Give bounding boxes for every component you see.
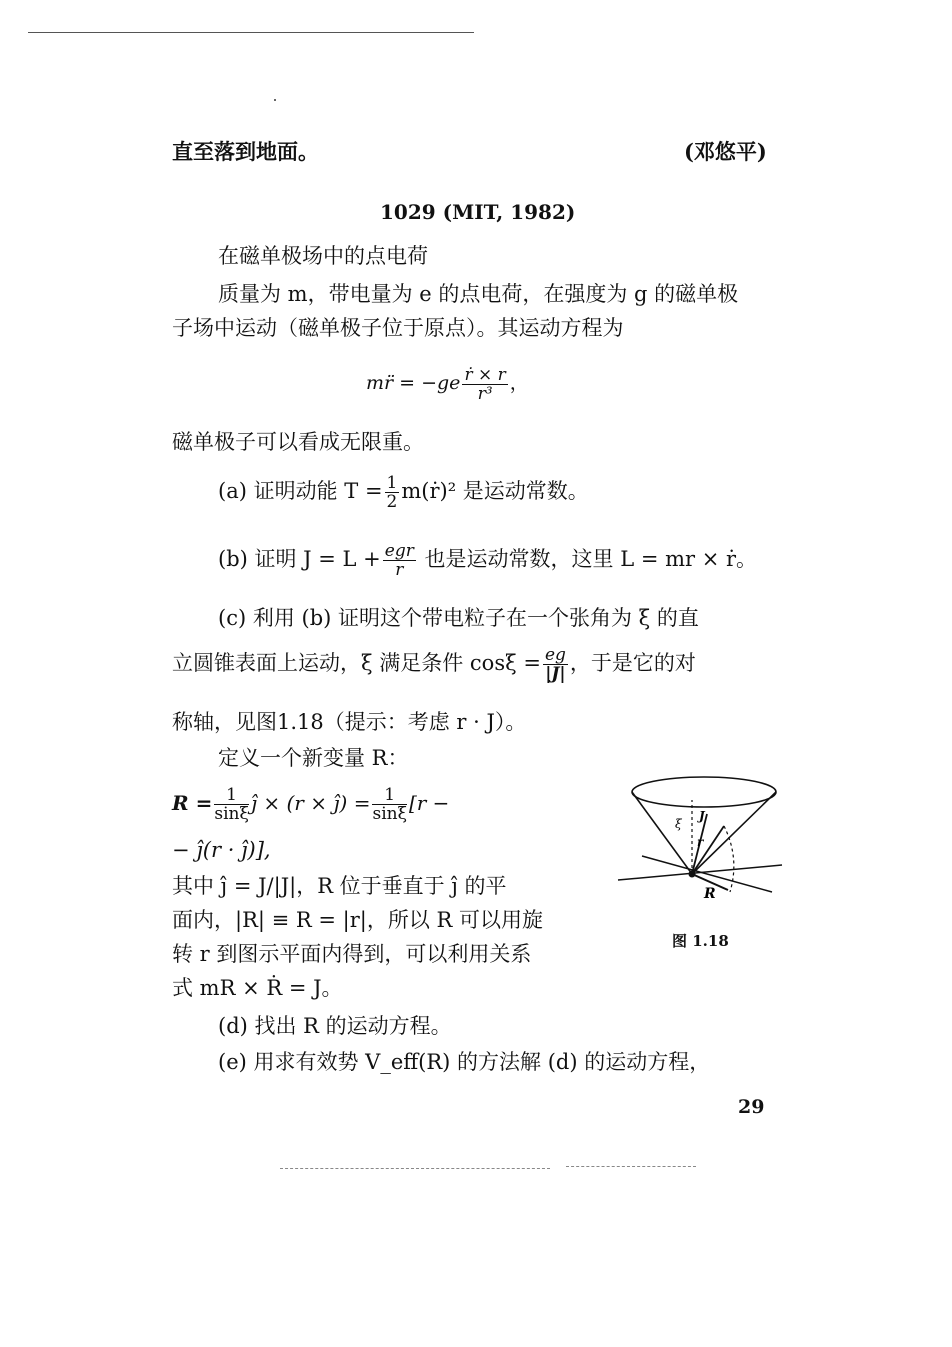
part-c-den: |J|	[545, 664, 566, 684]
rotation-arc	[724, 826, 734, 892]
part-a-prefix: (a) 证明动能 T =	[218, 479, 383, 503]
R-eq-num-1: 1	[214, 786, 248, 805]
author-credit: (邓悠平)	[684, 139, 767, 164]
part-a-fraction	[385, 474, 400, 511]
part-e: (e) 用求有效势 V_eff(R) 的方法解 (d) 的运动方程，	[218, 1050, 711, 1074]
part-c-suffix: ，于是它的对	[569, 651, 696, 675]
part-a-suffix: m(ṙ)² 是运动常数。	[401, 479, 589, 503]
label-xi: ξ	[675, 817, 682, 831]
problem-id: 1029 (MIT, 1982)	[380, 200, 576, 224]
cone-rim	[632, 777, 776, 807]
header-left-text: 直至落到地面。	[172, 139, 319, 164]
eq-den: r³	[477, 383, 493, 404]
part-c-line-3: 称轴，见图1.18（提示：考虑 r · J）。	[172, 710, 527, 734]
equation-of-motion	[366, 358, 529, 408]
part-c-num: eg	[544, 645, 566, 665]
eq-fraction	[462, 366, 507, 403]
eq-num: ṙ × r	[464, 364, 506, 385]
part-b-prefix: (b) 证明 J = L +	[218, 547, 381, 571]
r-vector	[692, 826, 724, 874]
part-d: (d) 找出 R 的运动方程。	[218, 1014, 452, 1038]
part-c-line-1: (c) 利用 (b) 证明这个带电粒子在一个张角为 ξ 的直	[218, 606, 699, 630]
intro-line-1: 质量为 m，带电量为 e 的点电荷，在强度为 g 的磁单极	[218, 282, 739, 306]
part-a-num: 1	[386, 473, 398, 493]
R-eq-num-2: 1	[372, 786, 406, 805]
figure-caption: 图 1.18	[672, 932, 729, 950]
R-text-3: 转 r 到图示平面内得到，可以利用关系	[172, 942, 532, 966]
R-text-2: 面内，|R| ≡ R = |r|，所以 R 可以用旋	[172, 908, 544, 932]
scan-speck	[274, 99, 276, 101]
R-eq-den-1: sinξ	[214, 804, 249, 824]
label-r: r	[697, 835, 704, 849]
page-number: 29	[738, 1096, 765, 1118]
R-eq-lhs: R =	[172, 791, 213, 815]
part-c-prefix: 立圆锥表面上运动，ξ 满足条件 cosξ =	[172, 651, 541, 675]
R-text-4: 式 mR × Ṙ = J。	[172, 976, 343, 1000]
define-R: 定义一个新变量 R：	[218, 746, 409, 770]
eq-lhs: mr̈ = −ge	[366, 372, 461, 394]
label-R: R	[704, 886, 716, 902]
R-equation-line-2: − ĵ(r · ĵ)],	[172, 838, 271, 862]
part-b-num: egr	[384, 541, 414, 561]
R-eq-tail: [r −	[408, 791, 450, 815]
R-text-1: 其中 ĵ = J/|J|，R 位于垂直于 ĵ 的平	[172, 874, 507, 898]
part-b	[218, 536, 757, 582]
problem-title: 在磁单极场中的点电荷	[218, 244, 428, 268]
R-eq-frac-1	[214, 786, 248, 823]
top-rule	[28, 32, 474, 33]
R-eq-frac-2	[372, 786, 406, 823]
heavy-note: 磁单极子可以看成无限重。	[172, 430, 424, 454]
origin-point	[689, 871, 696, 878]
cone-figure	[612, 770, 792, 920]
part-b-den: r	[395, 560, 404, 580]
part-a-den: 2	[386, 492, 398, 512]
intro-line-2: 子场中运动（磁单极子位于原点）。其运动方程为	[172, 316, 624, 340]
part-b-fraction	[383, 542, 416, 579]
part-c-fraction	[543, 646, 568, 683]
scan-artifact-line	[280, 1168, 550, 1169]
scan-artifact-line	[566, 1166, 696, 1167]
R-equation-line-1	[172, 780, 449, 826]
eq-tail: ，	[509, 372, 529, 394]
R-eq-den-2: sinξ	[372, 804, 407, 824]
part-a	[218, 468, 589, 514]
label-J: J	[699, 809, 705, 823]
R-eq-mid: ĵ × (r × ĵ) =	[250, 791, 371, 815]
part-b-suffix: 也是运动常数，这里 L = mr × ṙ。	[417, 547, 758, 571]
part-c-line-2	[172, 640, 696, 686]
